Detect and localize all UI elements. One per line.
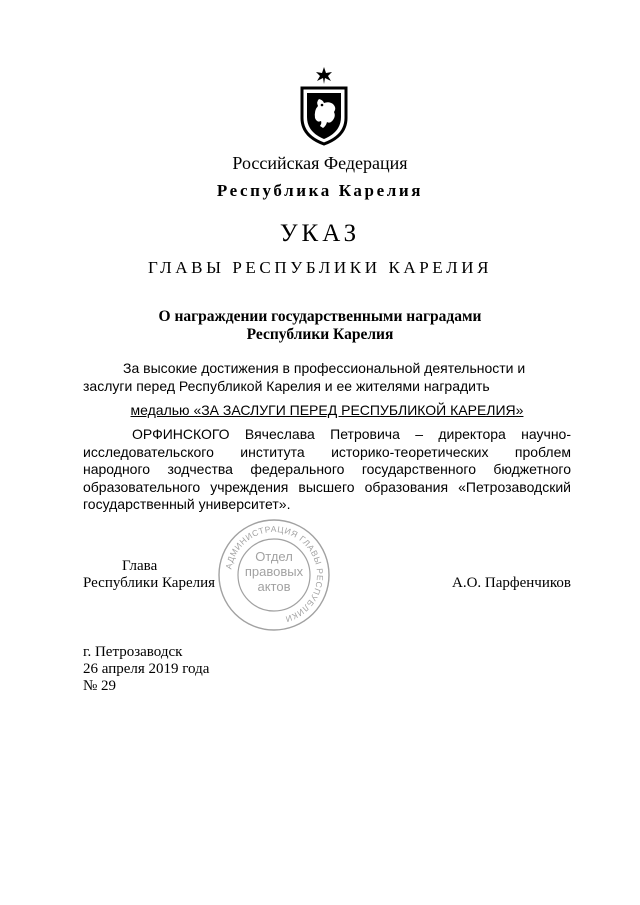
subject-line-2: Республики Карелия [246, 326, 394, 343]
document-number: № 29 [83, 678, 117, 694]
medal-name: медалью «ЗА ЗАСЛУГИ ПЕРЕД РЕСПУБЛИКОЙ КАРЕЛИЯ» [130, 402, 524, 418]
stamp-center-line-2: правовых [244, 564, 304, 579]
karelia-coat-of-arms-icon [296, 66, 352, 146]
stamp-center-line-1: Отдел [255, 549, 293, 564]
subject-line-1: О награждении государственными наградами [158, 308, 482, 325]
issuer-title: ГЛАВЫ РЕСПУБЛИКИ КАРЕЛИЯ [147, 258, 493, 277]
signatory-name: А.О. Парфенчиков [452, 575, 571, 591]
signatory-position-line-2: Республики Карелия [83, 575, 216, 591]
stamp-center-line-3: актов [257, 579, 291, 594]
stamp-ring-text: АДМИНИСТРАЦИЯ ГЛАВЫ РЕСПУБЛИКИ [223, 523, 326, 625]
award-reason-paragraph: За высокие достижения в профессиональной деятельности и заслуги перед Республикой Карелия и ее жителями наградить [83, 360, 526, 394]
stamp-center-text [216, 549, 332, 594]
awardee-paragraph: ОРФИНСКОГО Вячеслава Петровича – директора научно-исследовательского института историко-теоретических проблем народного зодчества федерального государственного бюджетного образовательного учреждения высшего образования «Петрозаводский государственный университет». [83, 426, 571, 512]
country-name: Российская Федерация [232, 153, 408, 173]
document-subject [0, 308, 640, 344]
signing-place: г. Петрозаводск [83, 644, 183, 660]
republic-name: Республика Карелия [216, 181, 424, 200]
signing-date: 26 апреля 2019 года [83, 661, 210, 677]
document-type: УКАЗ [279, 220, 361, 247]
office-stamp [216, 517, 332, 633]
signatory-position-line-1: Глава [122, 558, 158, 574]
